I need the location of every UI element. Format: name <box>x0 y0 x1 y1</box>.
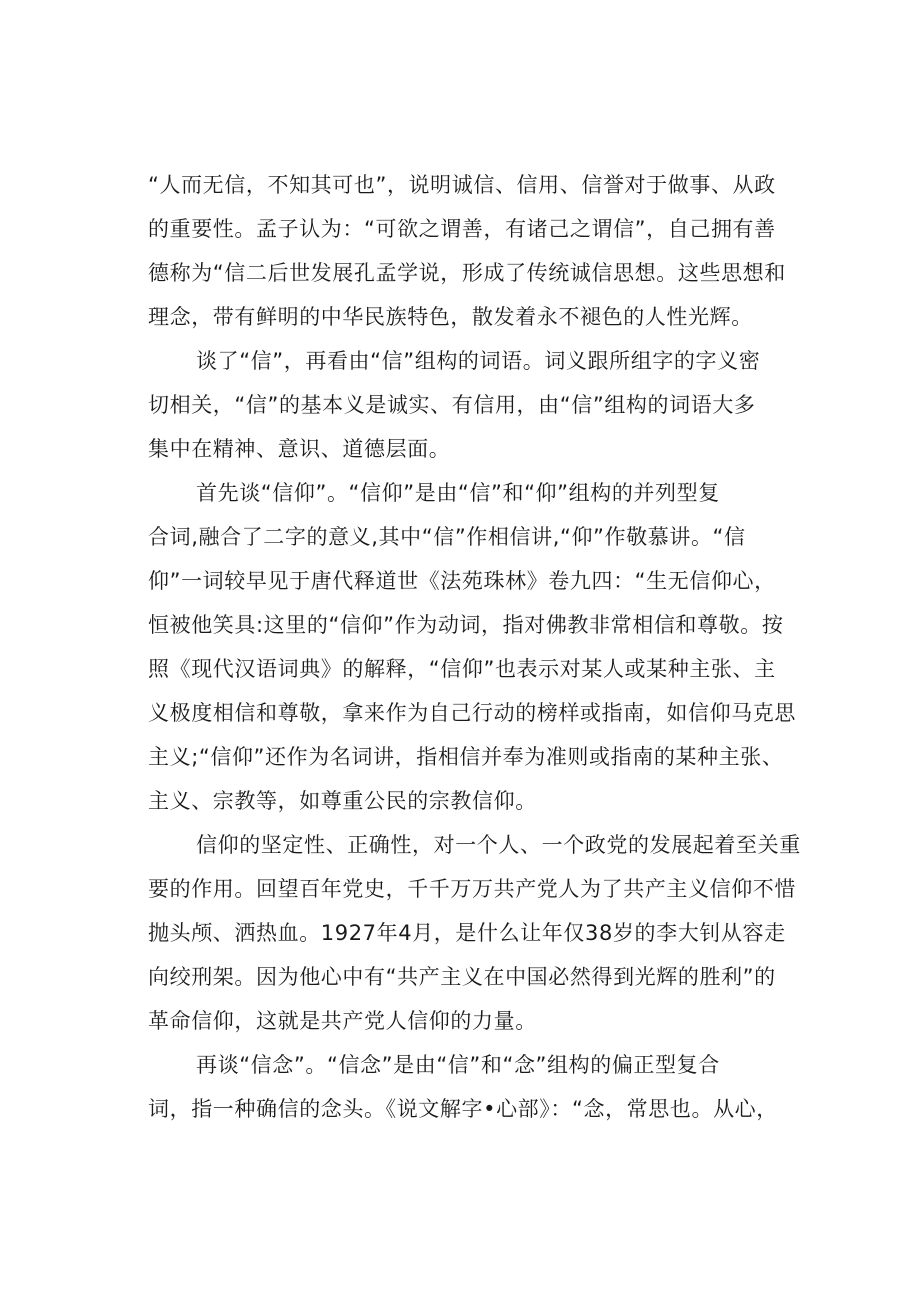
text-line: 再谈“信念”。“信念”是由“信”和“念”组构的偏正型复合 <box>196 1053 720 1077</box>
text-line: 革命信仰，这就是共产党人信仰的力量。 <box>148 1009 537 1033</box>
text-line: 谈了“信”，再看由“信”组构的词语。词义跟所组字的字义密 <box>196 349 761 373</box>
text-line: 向绞刑架。因为他心中有“共产主义在中国必然得到光辉的胜利”的 <box>148 965 776 989</box>
text-line: 仰”一词较早见于唐代释道世《法苑珠林》卷九四：“生无信仰心， <box>148 569 776 593</box>
text-line: 理念，带有鲜明的中华民族特色，散发着永不褪色的人性光辉。 <box>148 305 753 329</box>
text-line: 主义;“信仰”还作为名词讲，指相信并奉为准则或指南的某种主张、 <box>148 745 784 769</box>
text-line: 主义、宗教等，如尊重公民的宗教信仰。 <box>148 789 537 813</box>
text-line: “人而无信，不知其可也”，说明诚信、信用、信誉对于做事、从政 <box>148 173 776 197</box>
text-line: 义极度相信和尊敬，拿来作为自己行动的榜样或指南，如信仰马克思 <box>148 701 796 725</box>
text-line: 照《现代汉语词典》的解释，“信仰”也表示对某人或某种主张、主 <box>148 657 776 681</box>
text-line: 切相关，“信”的基本义是诚实、有信用，由“信”组构的词语大多 <box>148 393 756 417</box>
text-line: 恒被他笑具:这里的“信仰”作为动词，指对佛教非常相信和尊敬。按 <box>148 613 784 637</box>
text-line: 信仰的坚定性、正确性，对一个人、一个政党的发展起着至关重 <box>196 833 801 857</box>
text-line: 抛头颅、洒热血。1927年4月，是什么让年仅38岁的李大钊从容走 <box>148 921 786 945</box>
text-line: 词，指一种确信的念头。《说文解字•心部》：“念，常思也。从心， <box>148 1097 778 1121</box>
text-line: 首先谈“信仰”。“信仰”是由“信”和“仰”组构的并列型复 <box>196 481 720 505</box>
text-line: 的重要性。孟子认为：“可欲之谓善，有诸己之谓信”，自己拥有善 <box>148 217 776 241</box>
text-line: 德称为“信二后世发展孔孟学说，形成了传统诚信思想。这些思想和 <box>148 261 786 285</box>
text-line: 合词,融合了二字的意义,其中“信”作相信讲,“仰”作敬慕讲。“信 <box>148 525 746 549</box>
text-line: 集中在精神、意识、道德层面。 <box>148 437 451 461</box>
text-line: 要的作用。回望百年党史，千千万万共产党人为了共产主义信仰不惜 <box>148 877 796 901</box>
